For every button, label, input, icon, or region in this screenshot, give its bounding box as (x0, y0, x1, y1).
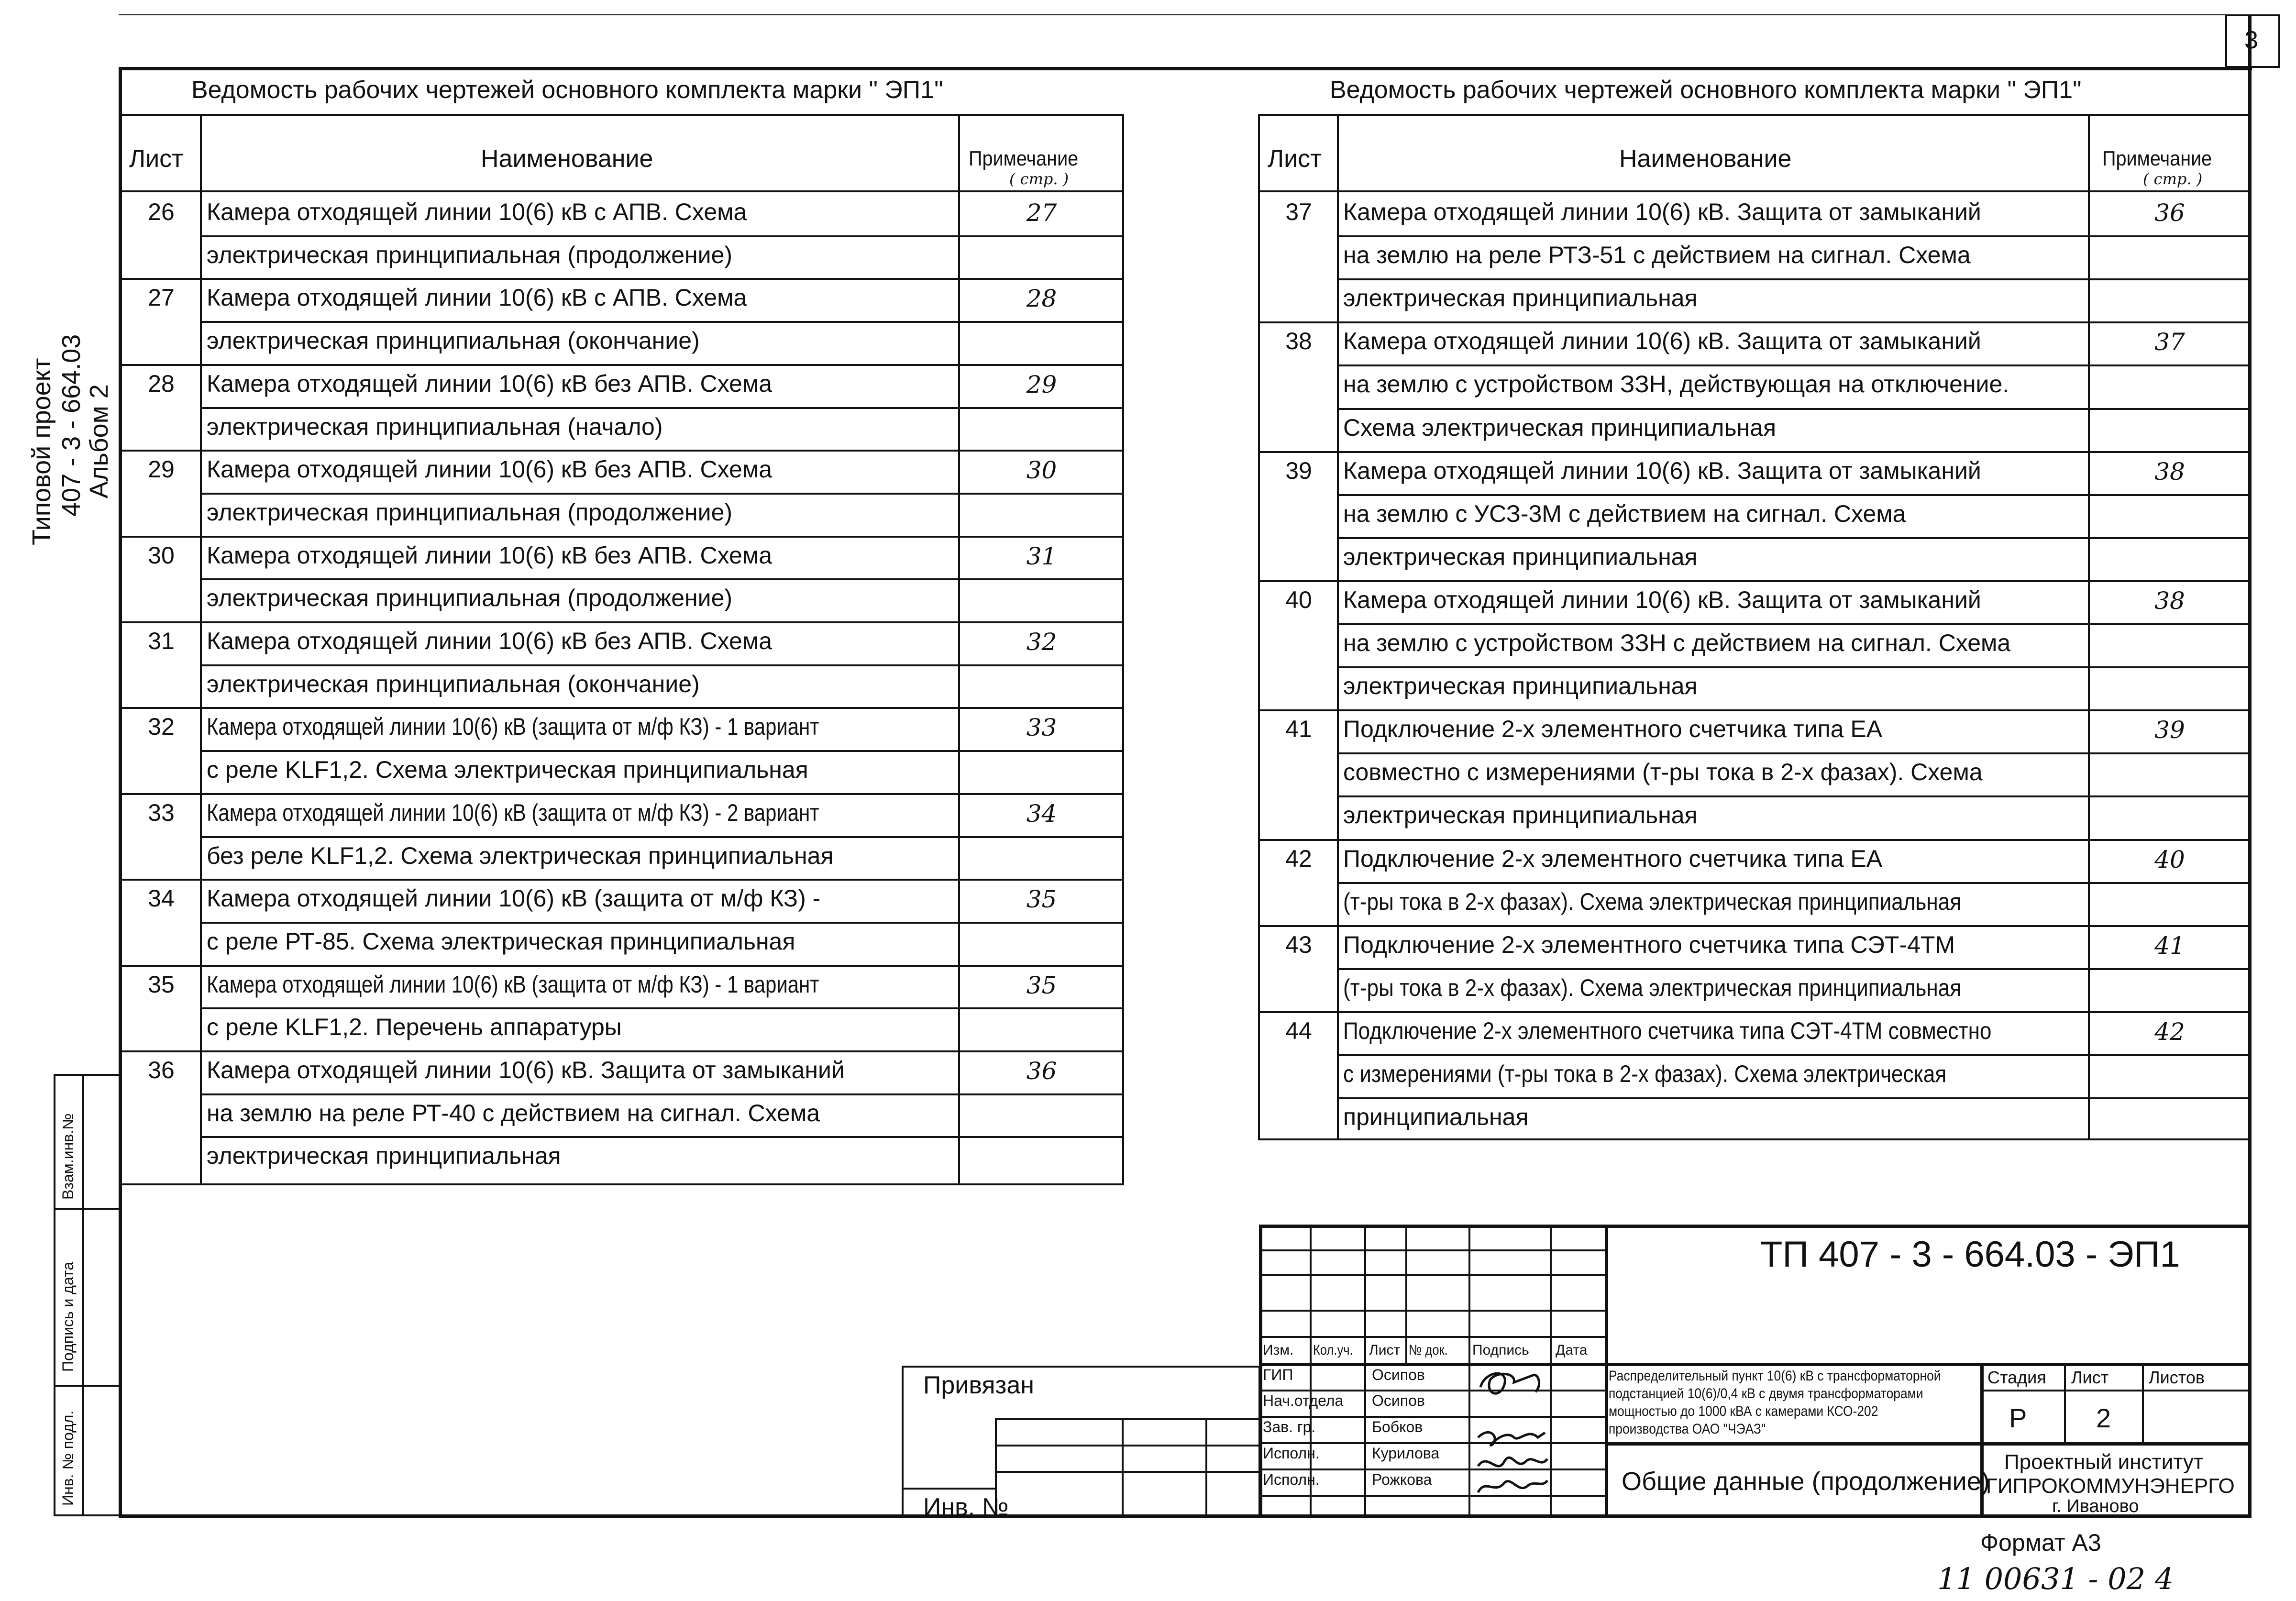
note-page: 33 (1026, 714, 1057, 742)
row-text-line: на землю с УСЗ-3М с действием на сигнал. Схема (1343, 500, 1906, 527)
col-kol-uch: Кол.уч. (1313, 1342, 1353, 1358)
left-header-note: Примечание (969, 147, 1079, 170)
note-page: 31 (1026, 542, 1057, 570)
signature-kurilova (1478, 1457, 1547, 1466)
row-text-line: Камера отходящей линии 10(6) кВ без АПВ. Схема (207, 370, 773, 397)
project-title-line1: Распределительный пункт 10(6) кВ с трансформаторной (1609, 1368, 1941, 1384)
row-text-line: Камера отходящей линии 10(6) кВ с АПВ. Схема (207, 284, 747, 311)
col-doc-no: № док. (1409, 1342, 1448, 1358)
row-text-line: электрическая принципиальная (207, 1142, 561, 1170)
project-title-line4: производства ОАО "ЧЭАЗ" (1609, 1421, 1766, 1437)
inv-no-label: Инв. № (923, 1493, 1009, 1521)
sheet-title: Общие данные (продолжение) (1622, 1467, 1990, 1496)
row-text-line: Подключение 2-х элементного счетчика типа ЕА (1343, 716, 1883, 743)
note-page: 40 (2154, 845, 2185, 873)
inv-no-podl-label: Инв. № подл. (59, 1410, 77, 1506)
page-number: 3 (2244, 26, 2258, 54)
row-text-line: электрическая принципиальная (продолжение) (207, 585, 733, 612)
vzam-inv-label: Взам.инв.№ (59, 1113, 77, 1200)
sheet-number: 41 (1285, 716, 1312, 743)
row-text-line: электрическая принципиальная (1343, 285, 1698, 312)
note-page: 36 (2154, 199, 2185, 227)
left-header-note-sub: ( стр. ) (1009, 170, 1069, 188)
left-table-title: Ведомость рабочих чертежей основного комплекта марки " ЭП1" (191, 76, 943, 104)
institute-line2: ГИПРОКОММУНЭНЕРГО (1986, 1474, 2235, 1498)
row-text-line: с реле KLF1,2. Перечень аппаратуры (207, 1014, 622, 1041)
row-text-line: на землю с устройством ЗЗН с действием на сигнал. Схема (1343, 629, 2011, 656)
sheet-number: 35 (148, 971, 175, 998)
row-text-line: Камера отходящей линии 10(6) кВ. Защита от замыканий (1343, 586, 1981, 613)
row-text-line: Камера отходящей линии 10(6) кВ (защита от м/ф КЗ) - 1 вариант (207, 713, 819, 740)
note-page: 28 (1026, 285, 1057, 313)
person-role: Зав. гр. (1263, 1418, 1316, 1435)
sheet-value: 2 (2096, 1403, 2111, 1433)
note-page: 37 (2154, 328, 2185, 356)
sheet-number: 36 (148, 1057, 175, 1083)
sheet-number: 43 (1285, 931, 1312, 958)
right-header-note: Примечание (2102, 147, 2212, 170)
col-izm: Изм. (1263, 1342, 1294, 1358)
sheets-label: Листов (2149, 1368, 2205, 1387)
note-page: 30 (1026, 456, 1057, 485)
sheet-number: 30 (148, 541, 175, 569)
sheet-number: 31 (148, 628, 175, 654)
sheet-number: 33 (148, 799, 175, 826)
note-page: 42 (2154, 1017, 2185, 1046)
project-label-line2: 407 - 3 - 664.03 (57, 334, 86, 517)
right-header-note-sub: ( стр. ) (2143, 170, 2203, 188)
left-header-sheet: Лист (129, 145, 183, 173)
note-page: 35 (1026, 971, 1057, 999)
note-page: 41 (2154, 931, 2185, 960)
row-text-line: с реле KLF1,2. Схема электрическая принципиальная (207, 756, 808, 784)
sheet-number: 38 (1285, 328, 1312, 355)
person-name: Осипов (1372, 1392, 1425, 1409)
format-label: Формат А3 (1980, 1529, 2101, 1556)
project-label-line3: Альбом 2 (85, 384, 113, 498)
row-text-line: Камера отходящей линии 10(6) кВ без АПВ. Схема (207, 541, 773, 569)
sheet-number: 28 (148, 370, 175, 397)
sheet-number: 39 (1285, 457, 1312, 484)
sheet-number: 37 (1285, 199, 1312, 225)
note-page: 29 (1026, 370, 1057, 398)
signatures (1471, 1366, 1552, 1500)
row-text-line: Камера отходящей линии 10(6) кВ. Защита от замыканий (1343, 199, 1981, 225)
signature-osipov (1480, 1373, 1539, 1393)
row-text-line: электрическая принципиальная (1343, 673, 1698, 700)
row-text-line: электрическая принципиальная (окончание) (207, 327, 700, 354)
note-page: 27 (1026, 199, 1057, 227)
note-page: 36 (1026, 1057, 1057, 1085)
row-text-line: совместно с измерениями (т-ры тока в 2-х фазах). Схема (1343, 759, 1983, 786)
note-page: 38 (2154, 457, 2185, 486)
row-text-line: Камера отходящей линии 10(6) кВ без АПВ. Схема (207, 628, 773, 654)
row-text-line: принципиальная (1343, 1104, 1529, 1131)
note-page: 34 (1026, 799, 1057, 828)
handwritten-number: 11 00631 - 02 4 (1937, 1561, 2174, 1596)
sheet-number: 29 (148, 456, 175, 483)
person-name: Осипов (1372, 1366, 1425, 1383)
row-text-line: Подключение 2-х элементного счетчика типа ЕА (1343, 845, 1883, 872)
stage-label: Стадия (1987, 1368, 2046, 1387)
project-title-line2: подстанцией 10(6)/0,4 кВ с двумя трансформаторами (1609, 1386, 1923, 1402)
col-list: Лист (1369, 1342, 1401, 1358)
row-text-line: электрическая принципиальная (1343, 543, 1698, 570)
row-text-line: электрическая принципиальная (окончание) (207, 670, 700, 697)
person-role: Исполн. (1263, 1445, 1320, 1462)
project-title-line3: мощностью до 1000 кВА с камерами КСО-202 (1609, 1403, 1878, 1419)
stage-value: Р (2009, 1403, 2027, 1433)
sheet-number: 40 (1285, 586, 1312, 613)
privyazan-label: Привязан (923, 1371, 1035, 1399)
person-role: ГИП (1263, 1366, 1293, 1383)
row-text-line: на землю на реле РТ-40 с действием на сигнал. Схема (207, 1099, 820, 1126)
row-text-line: Камера отходящей линии 10(6) кВ (защита от м/ф КЗ) - 1 вариант (207, 971, 819, 998)
row-text-line: без реле KLF1,2. Схема электрическая принципиальная (207, 842, 834, 869)
person-role: Исполн. (1263, 1471, 1320, 1488)
sheet-label: Лист (2071, 1368, 2109, 1387)
designation: ТП 407 - 3 - 664.03 - ЭП1 (1760, 1234, 2180, 1275)
signature-date-label: Подпись и дата (59, 1261, 77, 1372)
row-text-line: на землю с устройством ЗЗН, действующая на отключение. (1343, 371, 2009, 398)
row-text-line: Камера отходящей линии 10(6) кВ (защита от м/ф КЗ) - 2 вариант (207, 799, 819, 826)
person-name: Рожкова (1372, 1471, 1432, 1488)
project-label-line1: Типовой проект (27, 358, 56, 545)
note-page: 32 (1026, 628, 1057, 656)
right-header-sheet: Лист (1268, 145, 1322, 173)
sheet-number: 34 (148, 885, 175, 912)
note-page: 38 (2154, 586, 2185, 615)
sheet-number: 27 (148, 284, 175, 311)
sheet-number: 44 (1285, 1017, 1312, 1044)
note-page: 35 (1026, 885, 1057, 914)
person-name: Бобков (1372, 1418, 1423, 1435)
note-page: 39 (2154, 716, 2185, 744)
row-text-line: электрическая принципиальная (начало) (207, 413, 663, 440)
row-text-line: (т-ры тока в 2-х фазах). Схема электрическая принципиальная (1343, 974, 1962, 1001)
right-header-name: Наименование (1619, 145, 1792, 173)
person-role: Нач.отдела (1263, 1392, 1344, 1409)
person-name: Курилова (1372, 1445, 1440, 1462)
row-text-line: Камера отходящей линии 10(6) кВ (защита от м/ф КЗ) - (207, 885, 821, 912)
row-text-line: (т-ры тока в 2-х фазах). Схема электрическая принципиальная (1343, 888, 1962, 915)
row-text-line: на землю на реле РТЗ-51 с действием на сигнал. Схема (1343, 242, 1971, 269)
left-header-name: Наименование (481, 145, 653, 173)
row-text-line: Камера отходящей линии 10(6) кВ с АПВ. Схема (207, 199, 747, 225)
row-text-line: Камера отходящей линии 10(6) кВ. Защита от замыканий (1343, 457, 1981, 484)
row-text-line: Камера отходящей линии 10(6) кВ. Защита от замыканий (1343, 328, 1981, 355)
right-table-title: Ведомость рабочих чертежей основного комплекта марки " ЭП1" (1330, 76, 2082, 104)
col-date: Дата (1556, 1342, 1588, 1358)
row-text-line: с измерениями (т-ры тока в 2-х фазах). Схема электрическая (1343, 1060, 1947, 1087)
signature-rozhkova (1478, 1480, 1547, 1492)
institute-line3: г. Иваново (2052, 1496, 2139, 1516)
signature-bobkov (1478, 1432, 1545, 1445)
col-signature: Подпись (1472, 1342, 1529, 1358)
row-text-line: Камера отходящей линии 10(6) кВ без АПВ. Схема (207, 456, 773, 483)
row-text-line: электрическая принципиальная (1343, 802, 1698, 829)
row-text-line: Схема электрическая принципиальная (1343, 414, 1777, 441)
row-text-line: электрическая принципиальная (продолжение) (207, 498, 733, 526)
sheet-number: 26 (148, 199, 175, 225)
row-text-line: с реле РТ-85. Схема электрическая принципиальная (207, 927, 795, 955)
row-text-line: Камера отходящей линии 10(6) кВ. Защита от замыканий (207, 1057, 845, 1083)
institute-line1: Проектный институт (2004, 1450, 2204, 1474)
sheet-number: 42 (1285, 845, 1312, 872)
row-text-line: Подключение 2-х элементного счетчика типа СЭТ-4ТМ (1343, 931, 1955, 958)
row-text-line: Подключение 2-х элементного счетчика типа СЭТ-4ТМ совместно (1343, 1017, 1992, 1044)
row-text-line: электрическая принципиальная (продолжение) (207, 241, 733, 268)
sheet-number: 32 (148, 713, 175, 740)
